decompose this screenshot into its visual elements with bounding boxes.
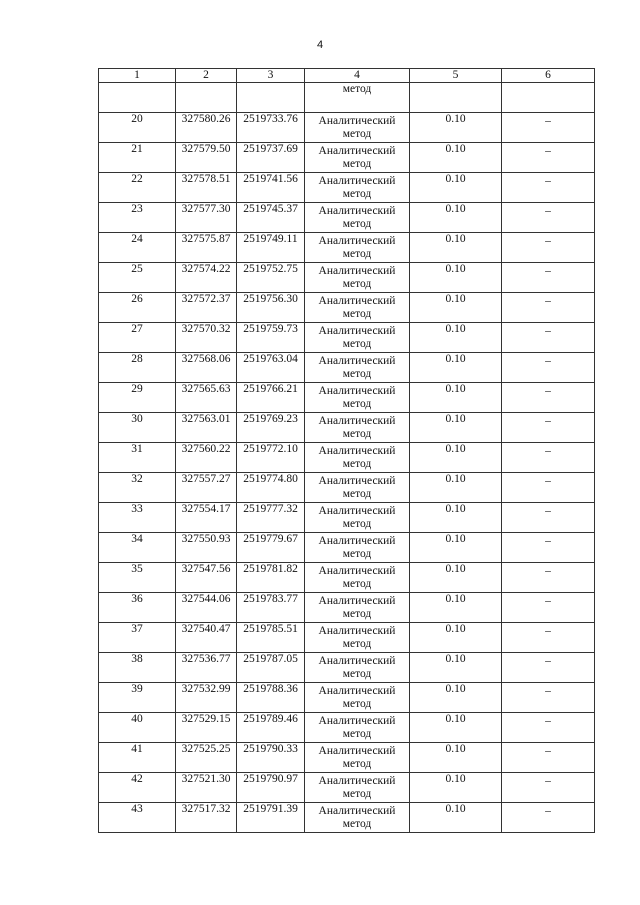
cell-x: 327578.51	[176, 173, 237, 203]
cell-note	[502, 233, 595, 263]
cell-x: 327579.50	[176, 143, 237, 173]
cell-number: 29	[99, 383, 176, 413]
table-row	[99, 353, 595, 383]
method-line-2: метод	[342, 248, 372, 260]
method-line-1: Аналитический	[318, 205, 396, 217]
note-dash: –	[545, 475, 551, 487]
table-row	[99, 653, 595, 683]
cell-accuracy: 0.10	[410, 113, 502, 143]
cell-method	[305, 653, 410, 683]
table-row	[99, 743, 595, 773]
note-dash: –	[545, 265, 551, 277]
cell-method	[305, 743, 410, 773]
cell-x: 327532.99	[176, 683, 237, 713]
method-line-1: Аналитический	[318, 505, 396, 517]
method-line-1: Аналитический	[318, 445, 396, 457]
cell-note	[502, 143, 595, 173]
table-row	[99, 533, 595, 563]
method-line-2: метод	[342, 338, 372, 350]
cell-x: 327550.93	[176, 533, 237, 563]
note-dash: –	[545, 655, 551, 667]
cell-x: 327563.01	[176, 413, 237, 443]
method-line-1: Аналитический	[318, 295, 396, 307]
cell-accuracy: 0.10	[410, 143, 502, 173]
cell-y: 2519789.46	[237, 713, 305, 743]
cell-note	[502, 593, 595, 623]
cell-number: 39	[99, 683, 176, 713]
cell-number: 24	[99, 233, 176, 263]
note-dash: –	[545, 115, 551, 127]
cell-method	[305, 113, 410, 143]
note-dash: –	[545, 235, 551, 247]
cell-y: 2519733.76	[237, 113, 305, 143]
cell-x: 327517.32	[176, 803, 237, 833]
cell-accuracy: 0.10	[410, 623, 502, 653]
cell-method	[305, 143, 410, 173]
method-line-2: метод	[342, 158, 372, 170]
cell-accuracy: 0.10	[410, 443, 502, 473]
page-number: 4	[316, 39, 324, 51]
cell-x: 327529.15	[176, 713, 237, 743]
method-line-1: Аналитический	[318, 115, 396, 127]
cell-accuracy: 0.10	[410, 803, 502, 833]
cell-y: 2519791.39	[237, 803, 305, 833]
cell-y: 2519737.69	[237, 143, 305, 173]
table-row	[99, 323, 595, 353]
cell-note	[502, 263, 595, 293]
cell-number: 21	[99, 143, 176, 173]
cell-note	[502, 773, 595, 803]
cell-number: 31	[99, 443, 176, 473]
method-line-2: метод	[342, 218, 372, 230]
cell-y	[237, 83, 305, 113]
table-row	[99, 383, 595, 413]
note-dash: –	[545, 145, 551, 157]
method-line-1: Аналитический	[318, 355, 396, 367]
cell-method	[305, 353, 410, 383]
note-dash: –	[545, 565, 551, 577]
cell-note	[502, 413, 595, 443]
cell-x: 327572.37	[176, 293, 237, 323]
cell-accuracy: 0.10	[410, 233, 502, 263]
cell-accuracy: 0.10	[410, 503, 502, 533]
cell-y: 2519774.80	[237, 473, 305, 503]
cell-y: 2519790.33	[237, 743, 305, 773]
table-row	[99, 503, 595, 533]
method-line-2: метод	[342, 458, 372, 470]
cell-method	[305, 203, 410, 233]
method-line-2: метод	[342, 608, 372, 620]
method-line-1: Аналитический	[318, 775, 396, 787]
note-dash: –	[545, 685, 551, 697]
method-line-2: метод	[342, 488, 372, 500]
cell-number: 27	[99, 323, 176, 353]
cell-accuracy: 0.10	[410, 173, 502, 203]
cell-accuracy: 0.10	[410, 653, 502, 683]
cell-y: 2519756.30	[237, 293, 305, 323]
cell-y: 2519788.36	[237, 683, 305, 713]
method-line-2: метод	[342, 668, 372, 680]
cell-accuracy: 0.10	[410, 533, 502, 563]
header-col-1: 1	[99, 69, 176, 83]
cell-method	[305, 623, 410, 653]
table-row	[99, 293, 595, 323]
cell-number: 33	[99, 503, 176, 533]
method-line-1: Аналитический	[318, 235, 396, 247]
cell-y: 2519783.77	[237, 593, 305, 623]
table-body	[99, 83, 595, 833]
cell-accuracy: 0.10	[410, 743, 502, 773]
cell-method: метод	[305, 83, 410, 113]
note-dash: –	[545, 325, 551, 337]
cell-x: 327580.26	[176, 113, 237, 143]
table-row	[99, 803, 595, 833]
cell-accuracy: 0.10	[410, 203, 502, 233]
method-line-2: метод	[342, 698, 372, 710]
cell-method	[305, 473, 410, 503]
cell-note	[502, 113, 595, 143]
cell-note	[502, 623, 595, 653]
cell-number: 34	[99, 533, 176, 563]
table-row	[99, 173, 595, 203]
cell-number	[99, 83, 176, 113]
cell-x: 327570.32	[176, 323, 237, 353]
method-line-2: метод	[342, 278, 372, 290]
cell-y: 2519752.75	[237, 263, 305, 293]
method-line-1: Аналитический	[318, 325, 396, 337]
method-line-2: метод	[342, 398, 372, 410]
cell-note	[502, 173, 595, 203]
cell-note	[502, 683, 595, 713]
cell-method	[305, 503, 410, 533]
cell-y: 2519763.04	[237, 353, 305, 383]
cell-method	[305, 593, 410, 623]
method-line-2: метод	[342, 308, 372, 320]
header-col-6: 6	[502, 69, 595, 83]
method-line-1: Аналитический	[318, 175, 396, 187]
cell-x: 327554.17	[176, 503, 237, 533]
cell-number: 42	[99, 773, 176, 803]
table-row	[99, 773, 595, 803]
method-line-1: Аналитический	[318, 475, 396, 487]
cell-note	[502, 653, 595, 683]
cell-y: 2519781.82	[237, 563, 305, 593]
table-row	[99, 203, 595, 233]
cell-number: 43	[99, 803, 176, 833]
method-line-2: метод	[342, 758, 372, 770]
header-col-4: 4	[305, 69, 410, 83]
cell-x: 327547.56	[176, 563, 237, 593]
note-dash: –	[545, 625, 551, 637]
cell-method	[305, 713, 410, 743]
cell-method	[305, 533, 410, 563]
cell-accuracy: 0.10	[410, 773, 502, 803]
table-row	[99, 143, 595, 173]
table-row	[99, 593, 595, 623]
cell-method	[305, 683, 410, 713]
cell-accuracy: 0.10	[410, 353, 502, 383]
cell-note	[502, 203, 595, 233]
cell-note	[502, 383, 595, 413]
cell-number: 22	[99, 173, 176, 203]
method-line-2: метод	[342, 128, 372, 140]
method-line-2: метод	[342, 188, 372, 200]
cell-accuracy: 0.10	[410, 263, 502, 293]
cell-method	[305, 263, 410, 293]
method-line-2: метод	[342, 788, 372, 800]
cell-number: 36	[99, 593, 176, 623]
cell-x: 327544.06	[176, 593, 237, 623]
cell-y: 2519777.32	[237, 503, 305, 533]
cell-y: 2519790.97	[237, 773, 305, 803]
method-line-2: метод	[342, 818, 372, 830]
method-line-1: Аналитический	[318, 415, 396, 427]
method-line-1: Аналитический	[318, 265, 396, 277]
cell-method	[305, 173, 410, 203]
method-line-1: Аналитический	[318, 805, 396, 817]
header-col-5: 5	[410, 69, 502, 83]
cell-note	[502, 473, 595, 503]
cell-accuracy	[410, 83, 502, 113]
cell-y: 2519759.73	[237, 323, 305, 353]
cell-number: 40	[99, 713, 176, 743]
cell-method	[305, 563, 410, 593]
note-dash: –	[545, 535, 551, 547]
method-line-1: Аналитический	[318, 745, 396, 757]
cell-method	[305, 383, 410, 413]
header-col-3: 3	[237, 69, 305, 83]
cell-note	[502, 443, 595, 473]
note-dash: –	[545, 205, 551, 217]
cell-y: 2519769.23	[237, 413, 305, 443]
table-row	[99, 683, 595, 713]
cell-y: 2519749.11	[237, 233, 305, 263]
cell-number: 41	[99, 743, 176, 773]
cell-note	[502, 503, 595, 533]
method-line-2: метод	[342, 518, 372, 530]
cell-x	[176, 83, 237, 113]
note-dash: –	[545, 595, 551, 607]
cell-accuracy: 0.10	[410, 293, 502, 323]
cell-method	[305, 803, 410, 833]
cell-accuracy: 0.10	[410, 683, 502, 713]
header-col-2: 2	[176, 69, 237, 83]
method-line-1: Аналитический	[318, 655, 396, 667]
table-row	[99, 713, 595, 743]
cell-x: 327574.22	[176, 263, 237, 293]
cell-note	[502, 83, 595, 113]
cell-y: 2519741.56	[237, 173, 305, 203]
method-line-2: метод	[342, 428, 372, 440]
method-line-2: метод	[342, 728, 372, 740]
cell-method	[305, 443, 410, 473]
table-row	[99, 623, 595, 653]
note-dash: –	[545, 775, 551, 787]
cell-accuracy: 0.10	[410, 563, 502, 593]
table-row	[99, 263, 595, 293]
cell-x: 327568.06	[176, 353, 237, 383]
cell-note	[502, 743, 595, 773]
note-dash: –	[545, 355, 551, 367]
cell-x: 327521.30	[176, 773, 237, 803]
method-line-1: Аналитический	[318, 595, 396, 607]
cell-number: 38	[99, 653, 176, 683]
cell-method	[305, 323, 410, 353]
method-line-1: Аналитический	[318, 715, 396, 727]
cell-number: 20	[99, 113, 176, 143]
method-line-1: Аналитический	[318, 685, 396, 697]
note-dash: –	[545, 295, 551, 307]
cell-number: 30	[99, 413, 176, 443]
header-row	[99, 69, 595, 83]
cell-number: 25	[99, 263, 176, 293]
method-line-2: метод	[342, 548, 372, 560]
note-dash: –	[545, 385, 551, 397]
cell-note	[502, 563, 595, 593]
cell-x: 327575.87	[176, 233, 237, 263]
cell-accuracy: 0.10	[410, 473, 502, 503]
cell-y: 2519779.67	[237, 533, 305, 563]
note-dash: –	[545, 745, 551, 757]
cell-accuracy: 0.10	[410, 323, 502, 353]
note-dash: –	[545, 445, 551, 457]
cell-accuracy: 0.10	[410, 593, 502, 623]
cell-x: 327525.25	[176, 743, 237, 773]
cell-note	[502, 713, 595, 743]
cell-note	[502, 323, 595, 353]
cell-accuracy: 0.10	[410, 383, 502, 413]
cell-note	[502, 293, 595, 323]
cell-number: 28	[99, 353, 176, 383]
cell-y: 2519772.10	[237, 443, 305, 473]
cell-y: 2519766.21	[237, 383, 305, 413]
table-row	[99, 563, 595, 593]
cell-number: 23	[99, 203, 176, 233]
note-dash: –	[545, 505, 551, 517]
cell-accuracy: 0.10	[410, 413, 502, 443]
coordinates-table	[98, 68, 595, 833]
cell-x: 327540.47	[176, 623, 237, 653]
note-dash: –	[545, 175, 551, 187]
cell-x: 327565.63	[176, 383, 237, 413]
table-row	[99, 233, 595, 263]
cell-number: 35	[99, 563, 176, 593]
cell-note	[502, 803, 595, 833]
cell-accuracy: 0.10	[410, 713, 502, 743]
cell-x: 327536.77	[176, 653, 237, 683]
table-row	[99, 113, 595, 143]
table-header	[99, 69, 595, 83]
method-line-2: метод	[342, 578, 372, 590]
cell-number: 32	[99, 473, 176, 503]
cell-number: 37	[99, 623, 176, 653]
cell-number: 26	[99, 293, 176, 323]
cell-note	[502, 353, 595, 383]
cell-y: 2519785.51	[237, 623, 305, 653]
method-line-1: Аналитический	[318, 535, 396, 547]
cell-method	[305, 293, 410, 323]
table-row	[99, 413, 595, 443]
cell-method	[305, 233, 410, 263]
note-dash: –	[545, 805, 551, 817]
cell-note	[502, 533, 595, 563]
table-row	[99, 473, 595, 503]
method-line-1: Аналитический	[318, 385, 396, 397]
method-line-2: метод	[342, 638, 372, 650]
cell-y: 2519745.37	[237, 203, 305, 233]
cell-x: 327557.27	[176, 473, 237, 503]
note-dash: –	[545, 415, 551, 427]
cell-x: 327560.22	[176, 443, 237, 473]
method-line-2: метод	[342, 368, 372, 380]
cell-y: 2519787.05	[237, 653, 305, 683]
cell-method	[305, 413, 410, 443]
method-line-1: Аналитический	[318, 565, 396, 577]
method-line-1: Аналитический	[318, 625, 396, 637]
table-row	[99, 443, 595, 473]
cell-x: 327577.30	[176, 203, 237, 233]
method-line-1: Аналитический	[318, 145, 396, 157]
note-dash: –	[545, 715, 551, 727]
continuation-row	[99, 83, 595, 113]
cell-method	[305, 773, 410, 803]
